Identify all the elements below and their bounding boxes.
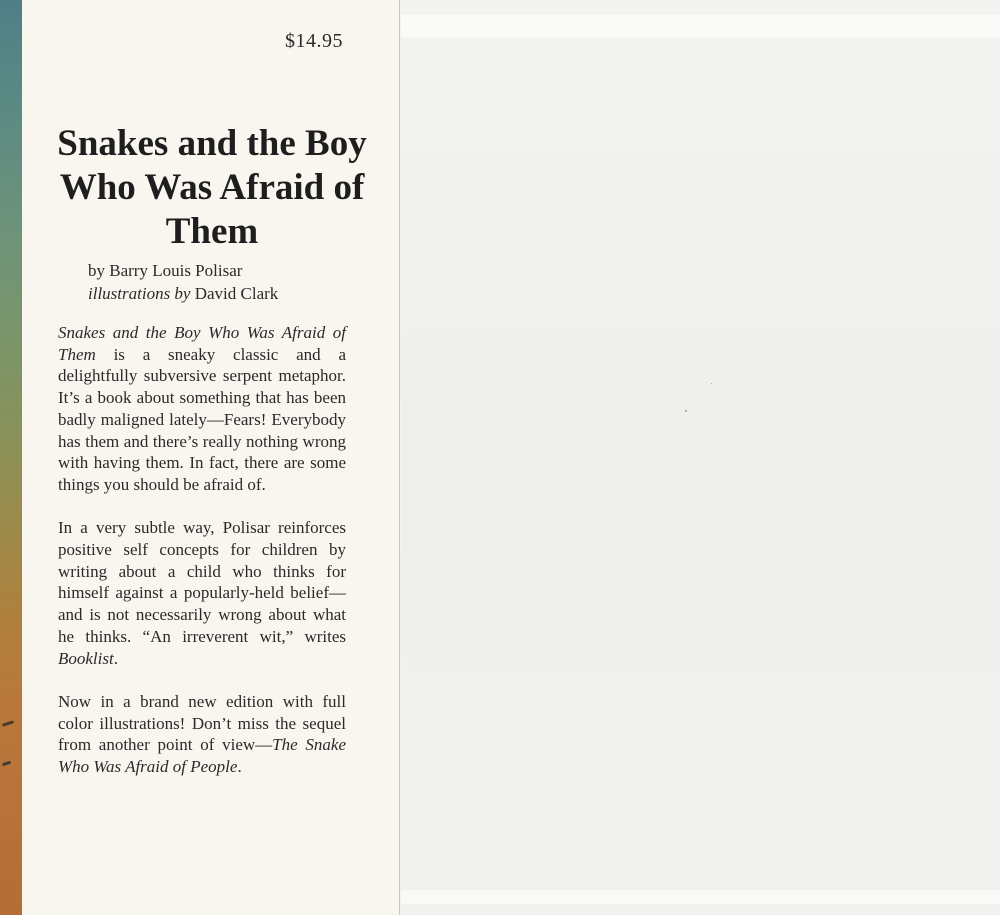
credits (88, 259, 278, 305)
illustrator-line (88, 282, 278, 305)
blank-board (401, 0, 1000, 915)
paragraph-text: In a very subtle way, Polisar reinforces positive self concepts for children by writing about a child who thinks for himself against a popularly-held belief—and is not necessarily wrong about what he thinks. “An irreverent wit,” writes (58, 518, 346, 646)
paragraph-end: . (237, 757, 242, 777)
illustrator-name: David Clark (194, 284, 279, 303)
paper-speck (685, 410, 687, 412)
paper-speck (711, 383, 712, 384)
cover-art-bird-mark (2, 761, 11, 767)
review-source: Booklist (58, 648, 114, 668)
title-reference: Snakes and the Boy Who Was Afraid of Them (58, 323, 346, 364)
sequel-title: The Snake Who Was Afraid of People (58, 735, 346, 777)
author-line (88, 259, 278, 282)
jacket-flap (22, 0, 400, 915)
description-paragraph (58, 691, 346, 778)
paper-band (401, 15, 1000, 37)
description-paragraph (58, 517, 346, 669)
flap-description (58, 322, 346, 799)
paragraph-end: . (113, 648, 118, 668)
paragraph-text: is a sneaky classic and a delightfully subversive serpent metaphor. It’s a book about something that has been badly maligned lately—Fears! Everybody has them and there’s really nothing wrong with having them. In fact, there are some things you should be afraid of. (58, 344, 346, 494)
author-name: Barry Louis Polisar (109, 261, 243, 280)
paper-band (401, 890, 1000, 904)
price: $14.95 (285, 30, 343, 52)
description-paragraph (58, 322, 346, 496)
book-title: Snakes and the Boy Who Was Afraid of Them (57, 123, 367, 252)
cover-art-bird-mark (2, 720, 14, 727)
cover-art-edge (0, 0, 22, 915)
illustrations-prefix: illustrations by (88, 284, 191, 303)
paragraph-text: Now in a brand new edition with full color illustrations! Don’t miss the sequel from another point of view— (58, 691, 346, 755)
byline-prefix: by (88, 261, 105, 280)
